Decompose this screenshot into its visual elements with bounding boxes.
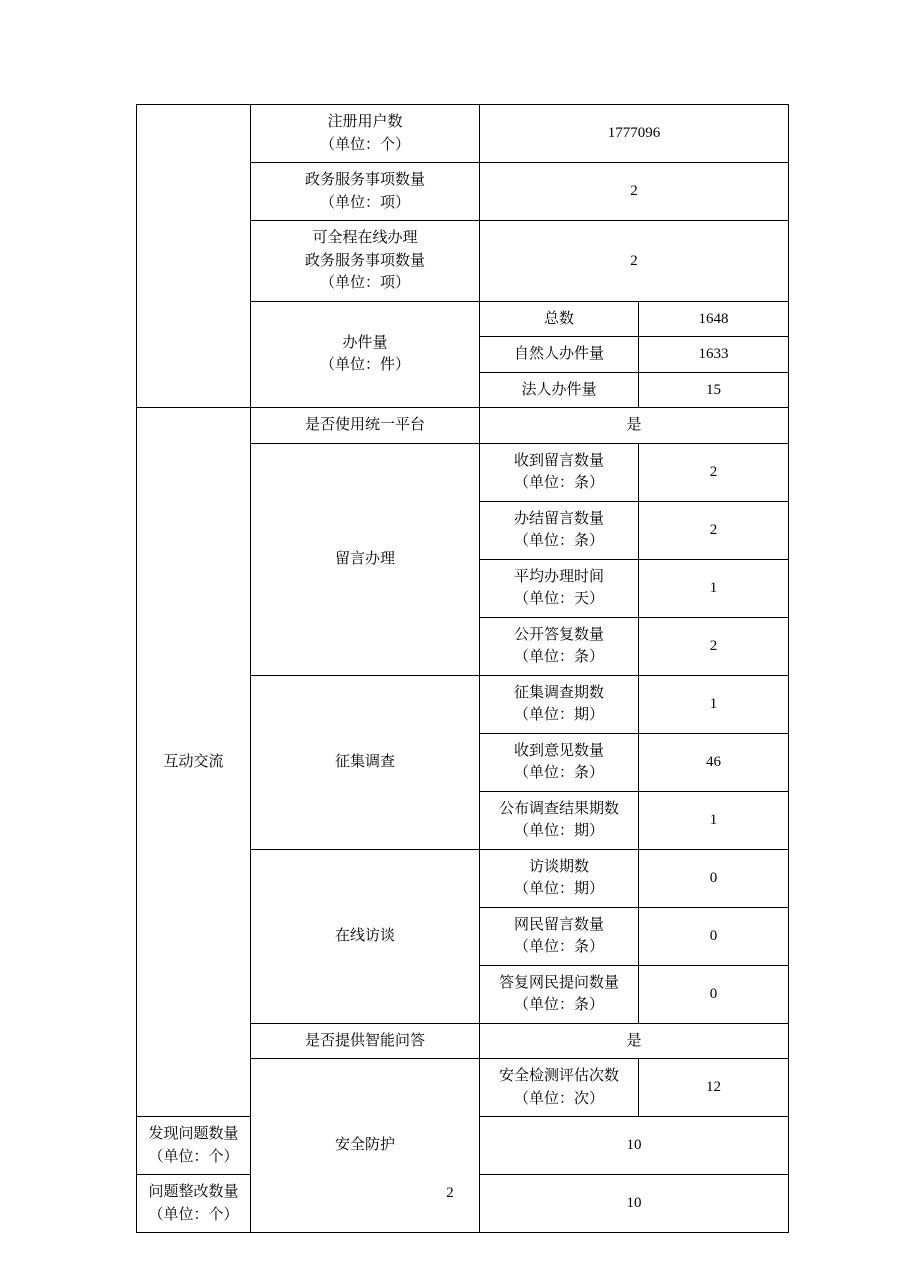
value-handled-natural-person: 1633: [639, 337, 789, 373]
report-table-container: [136, 104, 788, 1233]
value-public-replies: 2: [639, 617, 789, 675]
label-message-handling: 留言办理: [251, 443, 480, 675]
label-survey-collection: 征集调查: [251, 675, 480, 849]
sublabel-average-handling-time: 平均办理时间 （单位：天）: [480, 559, 639, 617]
label-gov-service-items: 政务服务事项数量 （单位：项）: [251, 163, 480, 221]
sublabel-handled-natural-person: 自然人办件量: [480, 337, 639, 373]
sublabel-opinions-received: 收到意见数量 （单位：条）: [480, 733, 639, 791]
report-table: [136, 104, 789, 1233]
value-unified-platform: 是: [480, 408, 789, 444]
sublabel-survey-periods: 征集调查期数 （单位：期）: [480, 675, 639, 733]
label-handled-volume: 办件量 （单位：件）: [251, 301, 480, 408]
value-netizen-replies: 0: [639, 965, 789, 1023]
value-smart-qa: 是: [480, 1023, 789, 1059]
label-online-service-items: 可全程在线办理 政务服务事项数量 （单位：项）: [251, 221, 480, 302]
value-gov-service-items: 2: [480, 163, 789, 221]
value-messages-received: 2: [639, 443, 789, 501]
sublabel-published-results: 公布调查结果期数 （单位：期）: [480, 791, 639, 849]
value-published-results: 1: [639, 791, 789, 849]
category-cell-interaction: 互动交流: [137, 408, 251, 1117]
sublabel-netizen-replies: 答复网民提问数量 （单位：条）: [480, 965, 639, 1023]
label-smart-qa: 是否提供智能问答: [251, 1023, 480, 1059]
sublabel-messages-completed: 办结留言数量 （单位：条）: [480, 501, 639, 559]
table-row: [137, 105, 789, 163]
value-registered-users: 1777096: [480, 105, 789, 163]
value-interview-periods: 0: [639, 849, 789, 907]
label-issues-found: 发现问题数量 （单位：个）: [137, 1117, 251, 1175]
value-handled-total: 1648: [639, 301, 789, 337]
value-survey-periods: 1: [639, 675, 789, 733]
category-cell-empty: [137, 105, 251, 408]
value-online-service-items: 2: [480, 221, 789, 302]
value-security-checks: 12: [639, 1059, 789, 1117]
value-issues-fixed: 10: [480, 1175, 789, 1233]
label-security-checks: 安全检测评估次数 （单位：次）: [480, 1059, 639, 1117]
value-handled-legal-person: 15: [639, 372, 789, 408]
value-opinions-received: 46: [639, 733, 789, 791]
value-messages-completed: 2: [639, 501, 789, 559]
sublabel-interview-periods: 访谈期数 （单位：期）: [480, 849, 639, 907]
label-online-interview: 在线访谈: [251, 849, 480, 1023]
sublabel-handled-legal-person: 法人办件量: [480, 372, 639, 408]
sublabel-messages-received: 收到留言数量 （单位：条）: [480, 443, 639, 501]
value-netizen-messages: 0: [639, 907, 789, 965]
sublabel-netizen-messages: 网民留言数量 （单位：条）: [480, 907, 639, 965]
value-average-handling-time: 1: [639, 559, 789, 617]
table-row: [137, 408, 789, 444]
label-registered-users: 注册用户数 （单位：个）: [251, 105, 480, 163]
sublabel-public-replies: 公开答复数量 （单位：条）: [480, 617, 639, 675]
value-issues-found: 10: [480, 1117, 789, 1175]
label-issues-fixed: 问题整改数量 （单位：个）: [137, 1175, 251, 1233]
page-number: 2: [446, 1185, 454, 1201]
label-unified-platform: 是否使用统一平台: [251, 408, 480, 444]
category-cell-security: 安全防护: [251, 1059, 480, 1233]
sublabel-handled-total: 总数: [480, 301, 639, 337]
